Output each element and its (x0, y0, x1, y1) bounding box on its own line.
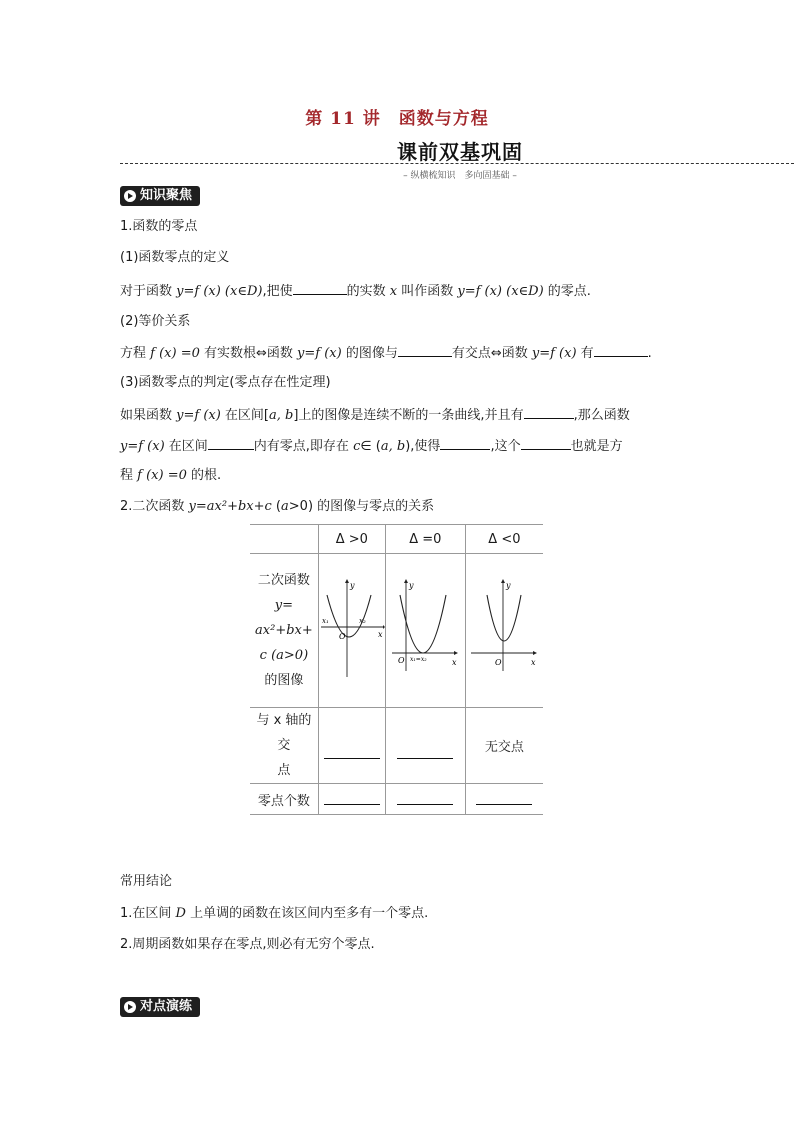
svg-text:y: y (409, 580, 414, 590)
svg-text:x: x (452, 657, 457, 667)
table-header-row (250, 525, 543, 554)
conclusions-title: 常用结论 (120, 874, 173, 889)
blank-7[interactable] (521, 437, 571, 450)
svg-text:x: x (377, 629, 383, 639)
svg-text:y: y (349, 580, 355, 590)
section-subtitle: – 纵横梳知识 多向固基础 – (403, 171, 517, 181)
blank-1[interactable] (293, 282, 347, 295)
svg-text:y: y (506, 580, 511, 590)
heading-definition: (1)函数零点的定义 (120, 250, 230, 265)
blank-5[interactable] (208, 437, 254, 450)
heading-theorem: (3)函数零点的判定(零点存在性定理) (120, 375, 331, 390)
practice-tag-label: 对点演练 (140, 999, 193, 1014)
parabola-two-roots-graph (319, 579, 385, 679)
svg-text:x: x (531, 657, 536, 667)
blank-count-1[interactable] (324, 790, 380, 805)
blank-3[interactable] (594, 344, 648, 357)
theorem-line-3: 程 f (x) =0 的根. (120, 468, 222, 483)
blank-count-2[interactable] (397, 790, 453, 805)
zero-count-row-label: 零点个数 (250, 784, 318, 815)
lecture-title: 第 11 讲 函数与方程 (305, 109, 489, 129)
table-row-graph (250, 554, 543, 708)
blank-intersection-2[interactable] (397, 744, 453, 759)
conclusion-1: 1.在区间 D 上单调的函数在该区间内至多有一个零点. (120, 906, 429, 921)
conclusion-2: 2.周期函数如果存在零点,则必有无穷个零点. (120, 937, 375, 952)
knowledge-tag (120, 186, 200, 206)
svg-text:x₁: x₁ (321, 616, 329, 625)
practice-tag (120, 997, 200, 1017)
parabola-no-root-graph (469, 579, 539, 679)
parabola-one-root-graph (390, 579, 460, 679)
svg-text:O: O (338, 631, 346, 641)
svg-text:x₂: x₂ (358, 616, 366, 625)
table-row-zero-count (250, 784, 543, 815)
blank-count-3[interactable] (476, 790, 532, 805)
heading-quadratic: 2.二次函数 y=ax²+bx+c (a>0) 的图像与零点的关系 (120, 499, 435, 514)
header-delta-negative: Δ <0 (465, 525, 543, 554)
svg-text:O: O (495, 657, 502, 667)
theorem-line-1: 如果函数 y=f (x) 在区间[a, b]上的图像是连续不断的一条曲线,并且有 ,那么函数 (120, 408, 630, 423)
header-delta-positive: Δ >0 (318, 525, 385, 554)
knowledge-tag-label: 知识聚焦 (140, 188, 193, 203)
theorem-line-2: y=f (x) 在区间 内有零点,即存在 c∈ (a, b),使得 ,这个 也就是方 (120, 439, 623, 454)
play-circle-icon (124, 1001, 136, 1013)
definition-line: 对于函数 y=f (x) (x∈D),把使 的实数 x 叫作函数 y=f (x) (x∈D) 的零点. (120, 284, 591, 299)
quadratic-table (250, 524, 543, 815)
graph-row-label: 二次函数 y= ax²+bx+ c (a>0) 的图像 (250, 554, 318, 708)
header-delta-zero: Δ =0 (385, 525, 465, 554)
table-row-intersections (250, 708, 543, 784)
play-circle-icon (124, 190, 136, 202)
header-divider (120, 163, 794, 164)
equivalence-line: 方程 f (x) =0 有实数根⇔函数 y=f (x) 的图像与 有交点⇔函数 y=f (x) 有 . (120, 346, 652, 361)
graph-two-roots (318, 554, 385, 708)
blank-6[interactable] (440, 437, 490, 450)
graph-no-root (465, 554, 543, 708)
blank-2[interactable] (398, 344, 452, 357)
blank-4[interactable] (524, 406, 574, 419)
svg-text:O: O (398, 655, 405, 665)
intersection-row-label: 与 x 轴的交 点 (250, 708, 318, 784)
no-intersection-text: 无交点 (465, 708, 543, 784)
section-title: 课前双基巩固 (397, 140, 523, 164)
heading-equivalence: (2)等价关系 (120, 314, 191, 329)
blank-intersection-1[interactable] (324, 744, 380, 759)
svg-text:x₁=x₂: x₁=x₂ (410, 655, 427, 663)
graph-one-root (385, 554, 465, 708)
heading-zero-point: 1.函数的零点 (120, 219, 198, 234)
